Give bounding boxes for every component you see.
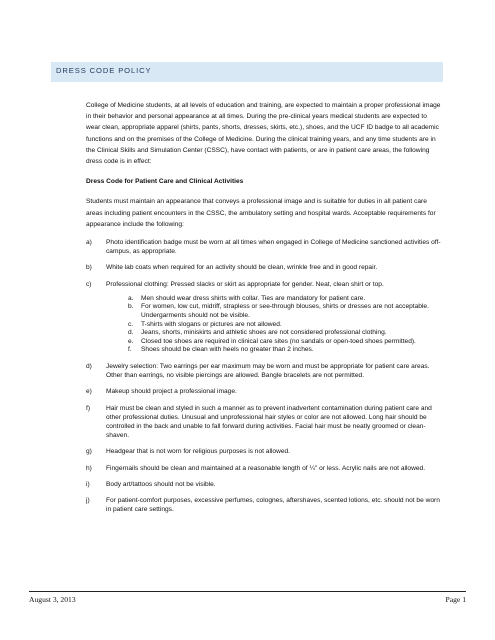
- section-title: DRESS CODE POLICY: [56, 66, 152, 75]
- sublist-item: [128, 329, 442, 338]
- subitem-label: f.: [128, 346, 132, 354]
- list-item: [86, 280, 442, 355]
- item-label: b): [86, 264, 92, 272]
- sublist-item: [128, 346, 442, 355]
- item-label: a): [86, 239, 92, 247]
- policy-body: [86, 100, 442, 521]
- sublist-item: [128, 295, 442, 304]
- subitem-text: Men should wear dress shirts with collar. Ties are mandatory for patient care.: [141, 294, 366, 302]
- list-item: [86, 464, 442, 473]
- subitem-text: Jeans, shorts, miniskirts and athletic shoes are not considered professional clothing.: [141, 329, 387, 337]
- item-label: c): [86, 280, 92, 288]
- item-label: h): [86, 464, 92, 472]
- sublist-item: [128, 338, 442, 347]
- footer-date: August 3, 2013: [29, 595, 76, 604]
- item-text: Makeup should project a professional image.: [106, 388, 237, 396]
- item-text: Professional clothing: Pressed slacks or skirt as appropriate for gender. Neat, clean shirt or top.: [106, 280, 384, 288]
- subitem-text: Shoes should be clean with heels no greater than 2 inches.: [141, 346, 314, 354]
- item-text: Headgear that is not worn for religious purposes is not allowed.: [106, 448, 290, 456]
- intro-paragraph: College of Medicine students, at all levels of education and training, are expected to maintain a proper professional image in their behavior and personal appearance at all times. During the pre-clinical years medical students are expected to wear clean, appropriate apparel (shirts, pants, shorts, dresses, skirts, etc.), shoes, and the UCF ID badge to all academic functions and on the premises of the College of Medicine. During the clinical training years, and any time students are in the Clinical Skills and Simulation Center (CSSC), have contact with patients, or are in patient care areas, the following dress code is in effect:: [86, 102, 441, 166]
- subitem-text: Closed toe shoes are required in clinical care sites (no sandals or open-toed shoes permitted).: [141, 337, 416, 345]
- subitem-text: For women, low cut, midriff, strapless or see-through blouses, shirts or dresses are not acceptable. Undergarments should not be visible.: [141, 303, 429, 320]
- sublist-item: [128, 321, 442, 330]
- list-item: [86, 447, 442, 456]
- item-text: Fingernails should be clean and maintained at a reasonable length of ¼" or less. Acrylic nails are not allowed.: [106, 464, 426, 472]
- clothing-sublist: [128, 295, 442, 355]
- subitem-label: a.: [128, 294, 134, 302]
- subitem-label: b.: [128, 303, 134, 311]
- item-text: Photo identification badge must be worn at all times when engaged in College of Medicine sanctioned activities off-campus, as appropriate.: [106, 239, 441, 256]
- list-item: [86, 496, 442, 514]
- list-item: [86, 362, 442, 380]
- lead-paragraph: Students must maintain an appearance that conveys a professional image and is suitable for duties in all patient care areas including patient encounters in the CSSC, the ambulatory setting and hospital wards. Acceptable requirements for appearance include the following:: [86, 198, 436, 228]
- list-item: [86, 480, 442, 489]
- subitem-text: T-shirts with slogans or pictures are not allowed.: [141, 320, 282, 328]
- subheading: Dress Code for Patient Care and Clinical Activities: [86, 178, 244, 186]
- item-label: d): [86, 363, 92, 370]
- item-label: f): [86, 404, 91, 412]
- item-label: g): [86, 448, 92, 456]
- item-label: j): [86, 497, 90, 505]
- item-label: e): [86, 388, 92, 396]
- list-item: [86, 238, 442, 256]
- list-item: [86, 263, 442, 272]
- list-item: [86, 387, 442, 396]
- item-text: Hair must be clean and styled in such a manner as to prevent inadvertent contamination during patient care and other professional duties. Unusual and unprofessional hair styles or color are not allowed. Long hair should be controlled in the back and unable to fall forward during activities. Facial hair must be neatly groomed or clean-shaven.: [106, 404, 432, 440]
- item-text: For patient-comfort purposes, excessive perfumes, colognes, aftershaves, scented lotions, etc. should not be worn in patient care settings.: [106, 497, 440, 514]
- item-label: i): [86, 480, 90, 488]
- item-text: Jewelry selection: Two earrings per ear maximum may be worn and must be appropriate for patient care areas. Other than earrings, no visible piercings are allowed. Bangle bracelets are not permitted.: [106, 363, 430, 380]
- list-item: [86, 404, 442, 441]
- footer-divider: [29, 591, 466, 592]
- subitem-label: d.: [128, 329, 134, 337]
- sublist-item: [128, 303, 442, 320]
- subitem-label: c.: [128, 320, 134, 328]
- item-text: White lab coats when required for an activity should be clean, wrinkle free and in good repair.: [106, 264, 378, 272]
- requirements-list: [86, 238, 442, 514]
- item-text: Body art/tattoos should not be visible.: [106, 480, 216, 488]
- footer-page-number: Page 1: [445, 595, 466, 604]
- subitem-label: e.: [128, 337, 134, 345]
